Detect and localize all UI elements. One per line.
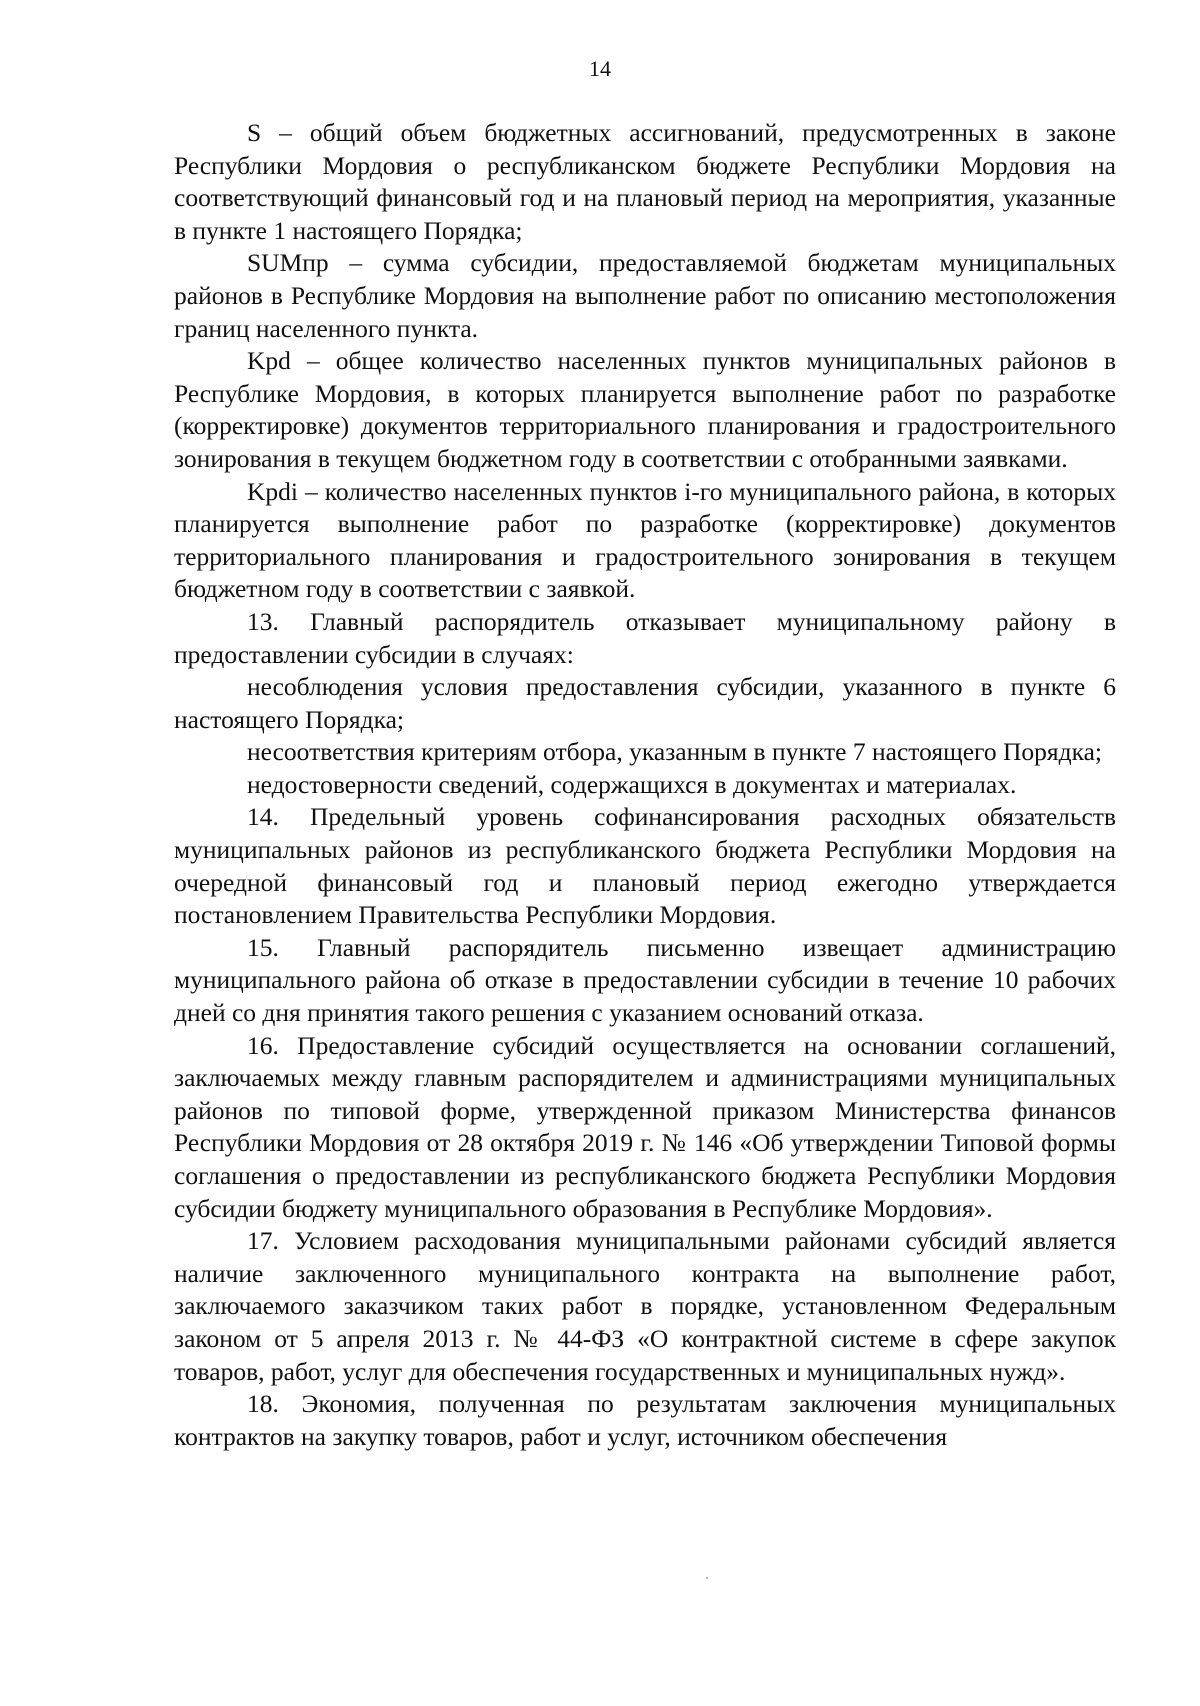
paragraph-kpd-definition: Kpd – общее количество населенных пунктов муниципальных районов в Республике Мордовия, в которых планируется выполнение работ по разработке (корректировке) документов территориального планирования и градостроительного зонирования в текущем бюджетном году в соответствии с отобранными заявками.: [174, 346, 1116, 473]
document-body: [174, 117, 1116, 1453]
paragraph-refusal-reason-1: несоблюдения условия предоставления субсидии, указанного в пункте 6 настоящего Порядка;: [174, 672, 1116, 734]
paragraph-refusal-reason-2: несоответствия критериям отбора, указанным в пункте 7 настоящего Порядка;: [247, 737, 1103, 767]
page-number: 14: [589, 56, 611, 81]
paragraph-clause-18: 18. Экономия, полученная по результатам заключения муниципальных контрактов на закупку товаров, работ и услуг, источником обеспечения: [174, 1389, 1116, 1451]
paragraph-clause-16: 16. Предоставление субсидий осуществляется на основании соглашений, заключаемых между главным распорядителем и администрациями муниципальных районов по типовой форме, утвержденной приказом Министерства финансов Республики Мордовия от 28 октября 2019 г. № 146 «Об утверждении Типовой формы соглашения о предоставлении из республиканского бюджета Республики Мордовия субсидии бюджету муниципального образования в Республике Мордовия».: [174, 1030, 1116, 1223]
paragraph-clause-17: 17. Условием расходования муниципальными районами субсидий является наличие заключенного муниципального контракта на выполнение работ, заключаемого заказчиком таких работ в порядке, установленном Федеральным законом от 5 апреля 2013 г. № 44-ФЗ «О контрактной системе в сфере закупок товаров, работ, услуг для обеспечения государственных и муниципальных нужд».: [174, 1226, 1116, 1386]
paragraph-clause-15: 15. Главный распорядитель письменно извещает администрацию муниципального района об отказе в предоставлении субсидии в течение 10 рабочих дней со дня принятия такого решения с указанием оснований отказа.: [174, 932, 1116, 1028]
paragraph-refusal-reason-3: недостоверности сведений, содержащихся в документах и материалах.: [247, 769, 1017, 799]
paragraph-sumpr-definition: SUMпр – сумма субсидии, предоставляемой бюджетам муниципальных районов в Республике Мордовия на выполнение работ по описанию местоположения границ населенного пункта.: [174, 248, 1116, 343]
paragraph-kpdi-definition: Kpdi – количество населенных пунктов i-го муниципального района, в которых планируется выполнение работ по разработке (корректировке) документов территориального планирования и градостроительного зонирования в текущем бюджетном году в соответствии с заявкой.: [174, 476, 1116, 604]
paragraph-clause-14: 14. Предельный уровень софинансирования расходных обязательств муниципальных районов из республиканского бюджета Республики Мордовия на очередной финансовый год и плановый период ежегодно утверждается постановлением Правительства Республики Мордовия.: [174, 802, 1116, 930]
scan-speck: [706, 1577, 708, 1579]
paragraph-clause-13: 13. Главный распорядитель отказывает муниципальному району в предоставлении субсидии в случаях:: [174, 606, 1116, 669]
paragraph-s-definition: S – общий объем бюджетных ассигнований, предусмотренных в законе Республики Мордовия о республиканском бюджете Республики Мордовия на соответствующий финансовый год и на плановый период на мероприятия, указанные в пункте 1 настоящего Порядка;: [174, 118, 1116, 245]
